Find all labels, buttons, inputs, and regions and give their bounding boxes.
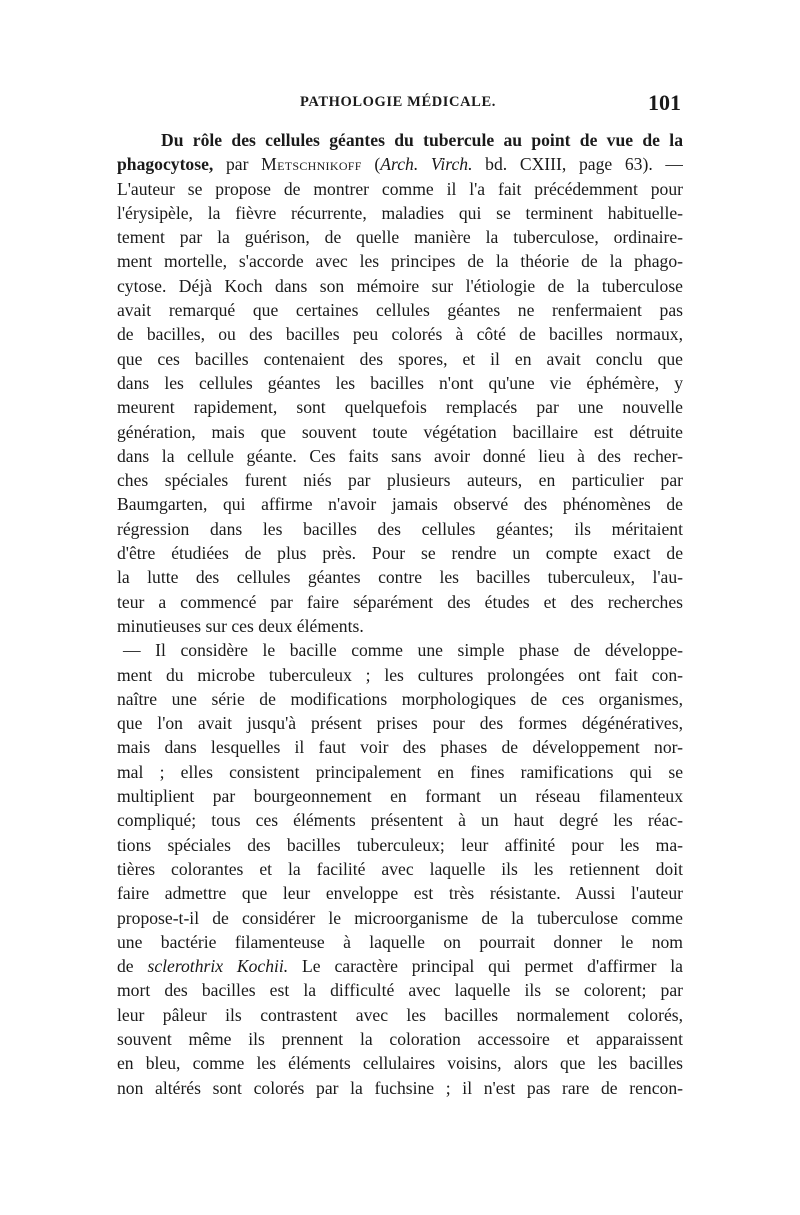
text-line: mort des bacilles est la difficulté avec laquelle ils se colorent; par bbox=[117, 980, 683, 1001]
text-line: faire admettre que leur enveloppe est très résistante. Aussi l'auteur bbox=[117, 883, 683, 904]
text-line: mal ; elles consistent principalement en fines ramifications qui se bbox=[117, 761, 683, 782]
title-phagocytose: phagocytose, bbox=[117, 154, 214, 175]
text-line: tières colorantes et la facilité avec laquelle ils les retiennent doit bbox=[117, 858, 683, 879]
sclero-rest: Le caractère principal qui permet d'affirmer la bbox=[288, 956, 683, 977]
text-line: ment mortelle, s'accorde avec les principes de la théorie de la phago- bbox=[117, 251, 683, 272]
title-reference: bd. CXIII, page 63). — bbox=[472, 154, 683, 175]
text-line: dans la cellule géante. Ces faits sans avoir donné lieu à des recher- bbox=[117, 445, 683, 466]
text-line: en bleu, comme les éléments cellulaires voisins, alors que les bacilles bbox=[117, 1053, 683, 1074]
text-line: L'auteur se propose de montrer comme il l'a fait précédemment pour bbox=[117, 178, 683, 199]
article-title-line-2 bbox=[117, 152, 683, 176]
text-line: meurent rapidement, sont quelquefois remplacés par une nouvelle bbox=[117, 397, 683, 418]
text-line: dans les cellules géantes les bacilles n'ont qu'une vie éphémère, y bbox=[117, 372, 683, 393]
journal-name: Arch. Virch. bbox=[380, 154, 473, 175]
text-line: la lutte des cellules géantes contre les bacilles tuberculeux, l'au- bbox=[117, 567, 683, 588]
article-body bbox=[117, 128, 683, 1100]
text-line: propose-t-il de considérer le microorganisme de la tuberculose comme bbox=[117, 907, 683, 928]
text-line: ment du microbe tuberculeux ; les cultures prolongées ont fait con- bbox=[117, 664, 683, 685]
text-line: l'érysipèle, la fièvre récurrente, maladies qui se terminent habituelle- bbox=[117, 202, 683, 223]
text-line: génération, mais que souvent toute végétation bacillaire est détruite bbox=[117, 421, 683, 442]
text-line: cytose. Déjà Koch dans son mémoire sur l'étiologie de la tuberculose bbox=[117, 275, 683, 296]
text-line-sclerothrix bbox=[117, 954, 683, 978]
text-line: de bacilles, ou des bacilles peu colorés à côté de bacilles normaux, bbox=[117, 324, 683, 345]
text-line: minutieuses sur ces deux éléments. bbox=[117, 615, 364, 636]
page-number: 101 bbox=[648, 90, 681, 115]
text-line: que l'on avait jusqu'à présent prises pour des formes dégénératives, bbox=[117, 713, 683, 734]
text-line: — Il considère le bacille comme une simple phase de développe- bbox=[123, 640, 683, 661]
title-open-paren: ( bbox=[361, 154, 381, 175]
paragraph-1 bbox=[117, 177, 683, 639]
text-line: tement par la guérison, de quelle manière la tuberculose, ordinaire- bbox=[117, 227, 683, 248]
sclero-prefix: de bbox=[117, 956, 148, 977]
text-line: avait remarqué que certaines cellules géantes ne renfermaient pas bbox=[117, 300, 683, 321]
text-line: d'être étudiées de plus près. Pour se rendre un compte exact de bbox=[117, 543, 683, 564]
text-line: multiplient par bourgeonnement en formant un réseau filamenteux bbox=[117, 786, 683, 807]
paragraph-2 bbox=[117, 638, 683, 1100]
text-line: souvent même ils prennent la coloration accessoire et apparaissent bbox=[117, 1028, 683, 1049]
text-line: leur pâleur ils contrastent avec les bacilles normalement colorés, bbox=[117, 1004, 683, 1025]
text-line: naître une série de modifications morphologiques de ces organismes, bbox=[117, 688, 683, 709]
title-par: par bbox=[213, 154, 262, 175]
species-name: sclerothrix Kochii. bbox=[147, 956, 289, 977]
article-title-line-1: Du rôle des cellules géantes du tubercule au point de vue de la bbox=[161, 130, 683, 150]
text-line: Baumgarten, qui affirme n'avoir jamais observé des phénomènes de bbox=[117, 494, 683, 515]
text-line: que ces bacilles contenaient des spores, et il en avait conclu que bbox=[117, 348, 683, 369]
author-name: Metschnikoff bbox=[261, 154, 362, 175]
text-line: ches spéciales furent niés par plusieurs auteurs, en particulier par bbox=[117, 470, 683, 491]
text-line: une bactérie filamenteuse à laquelle on pourrait donner le nom bbox=[117, 931, 683, 952]
text-line: compliqué; tous ces éléments présentent à un haut degré les réac- bbox=[117, 810, 683, 831]
text-line: tions spéciales des bacilles tuberculeux; leur affinité pour les ma- bbox=[117, 834, 683, 855]
text-line: mais dans lesquelles il faut voir des phases de développement nor- bbox=[117, 737, 683, 758]
running-head: PATHOLOGIE MÉDICALE. bbox=[300, 94, 496, 110]
text-line: non altérés sont colorés par la fuchsine ; il n'est pas rare de rencon- bbox=[117, 1077, 683, 1098]
text-line: régression dans les bacilles des cellules géantes; ils méritaient bbox=[117, 518, 683, 539]
text-line: teur a commencé par faire séparément des études et des recherches bbox=[117, 591, 683, 612]
